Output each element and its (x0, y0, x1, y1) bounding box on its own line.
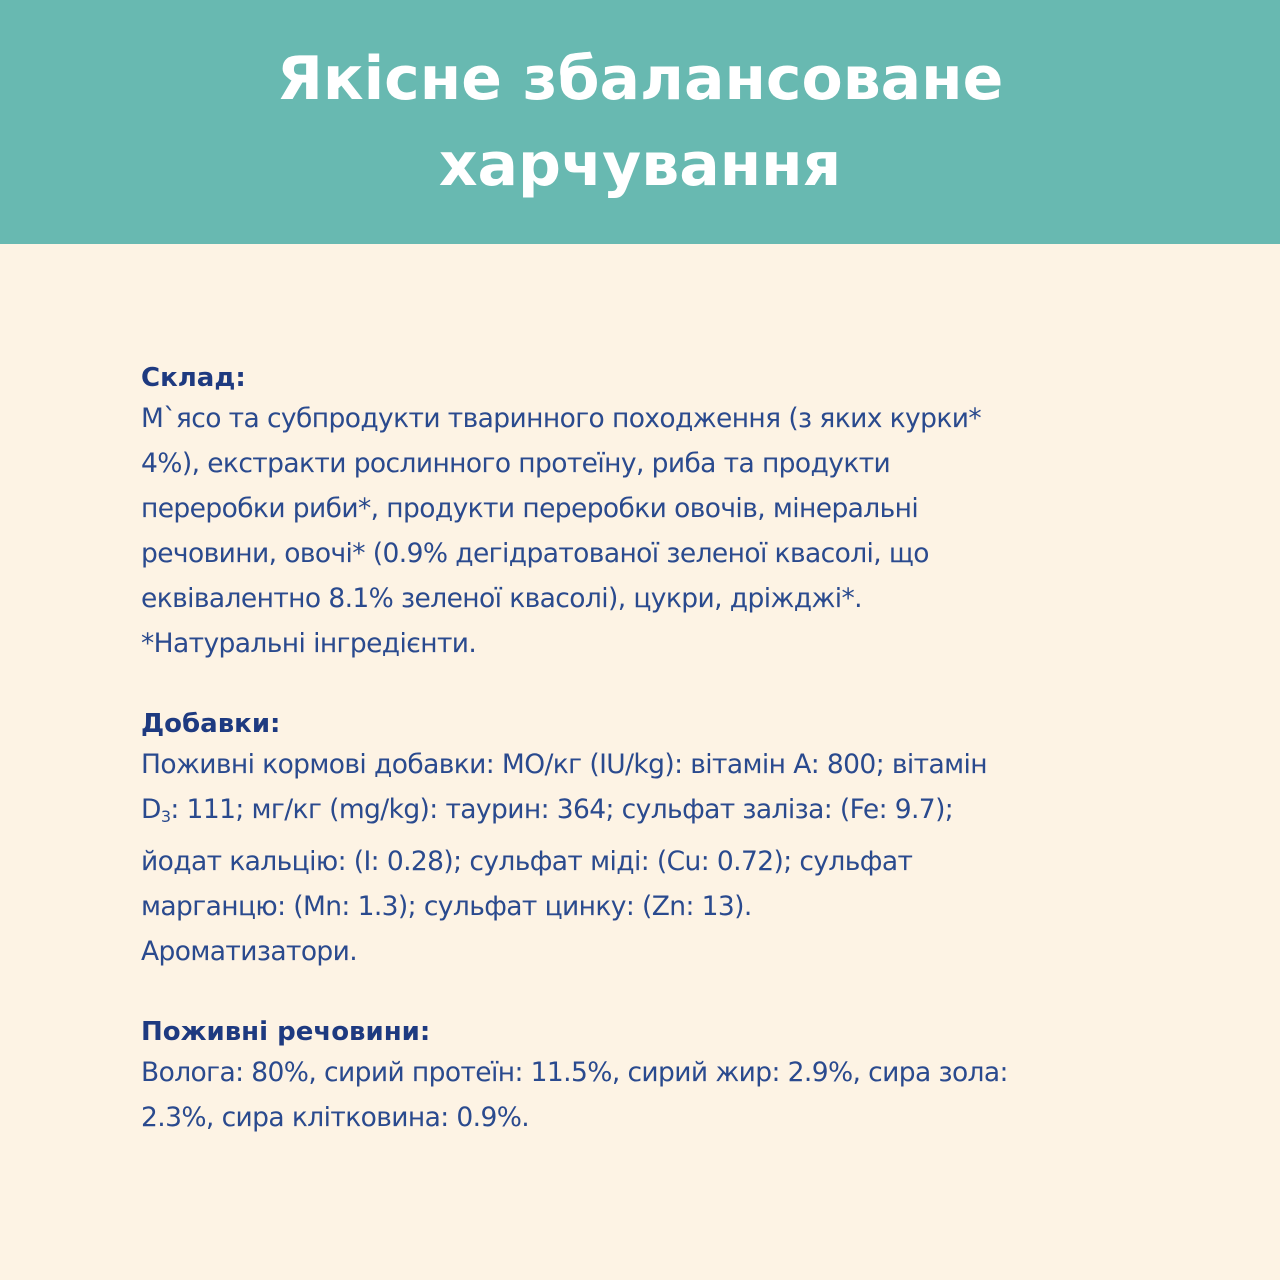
nutrients-text (141, 1050, 1151, 1140)
header-banner (0, 0, 1280, 244)
nutrients-section (141, 1014, 1151, 1140)
additives-text (141, 742, 1151, 974)
content-body (141, 360, 1151, 1180)
text-line: 2.3%, сира клітковина: 0.9%. (141, 1102, 530, 1133)
vitamin-d-rest: : 111; мг/кг (mg/kg): таурин: 364; сульфат заліза: (Fe: 9.7); (170, 794, 954, 825)
additives-section (141, 706, 1151, 974)
vitamin-d-subscript: 3 (160, 807, 171, 826)
footnote-line: *Натуральні інгредієнти. (141, 628, 477, 659)
text-line: марганцю: (Mn: 1.3); сульфат цинку: (Zn: 13). (141, 891, 752, 922)
page-title-line-2: харчування (438, 130, 842, 200)
page-title (277, 36, 1004, 208)
text-line: Поживні кормові добавки: МО/кг (IU/kg): вітамін А: 800; вітамін (141, 749, 987, 780)
text-line: Ароматизатори. (141, 936, 358, 967)
text-line: М`ясо та субпродукти тваринного походження (з яких курки* (141, 403, 982, 434)
composition-heading: Склад: (141, 363, 246, 393)
text-line (141, 787, 1151, 839)
text-line: переробки риби*, продукти переробки овочів, мінеральні (141, 493, 919, 524)
text-line: Волога: 80%, сирий протеїн: 11.5%, сирий жир: 2.9%, сира зола: (141, 1057, 1008, 1088)
nutrients-heading: Поживні речовини: (141, 1017, 431, 1047)
additives-heading: Добавки: (141, 709, 281, 739)
text-line: речовини, овочі* (0.9% дегідратованої зеленої квасолі, що (141, 538, 929, 569)
page-title-line-1: Якісне збалансоване (276, 44, 1004, 114)
composition-text (141, 396, 1151, 666)
text-line: йодат кальцію: (I: 0.28); сульфат міді: (Cu: 0.72); сульфат (141, 846, 913, 877)
text-line: 4%), екстракти рослинного протеїну, риба та продукти (141, 448, 891, 479)
vitamin-d-label: D (141, 794, 161, 825)
composition-section (141, 360, 1151, 666)
text-line: еквівалентно 8.1% зеленої квасолі), цукри, дріжджі*. (141, 583, 862, 614)
